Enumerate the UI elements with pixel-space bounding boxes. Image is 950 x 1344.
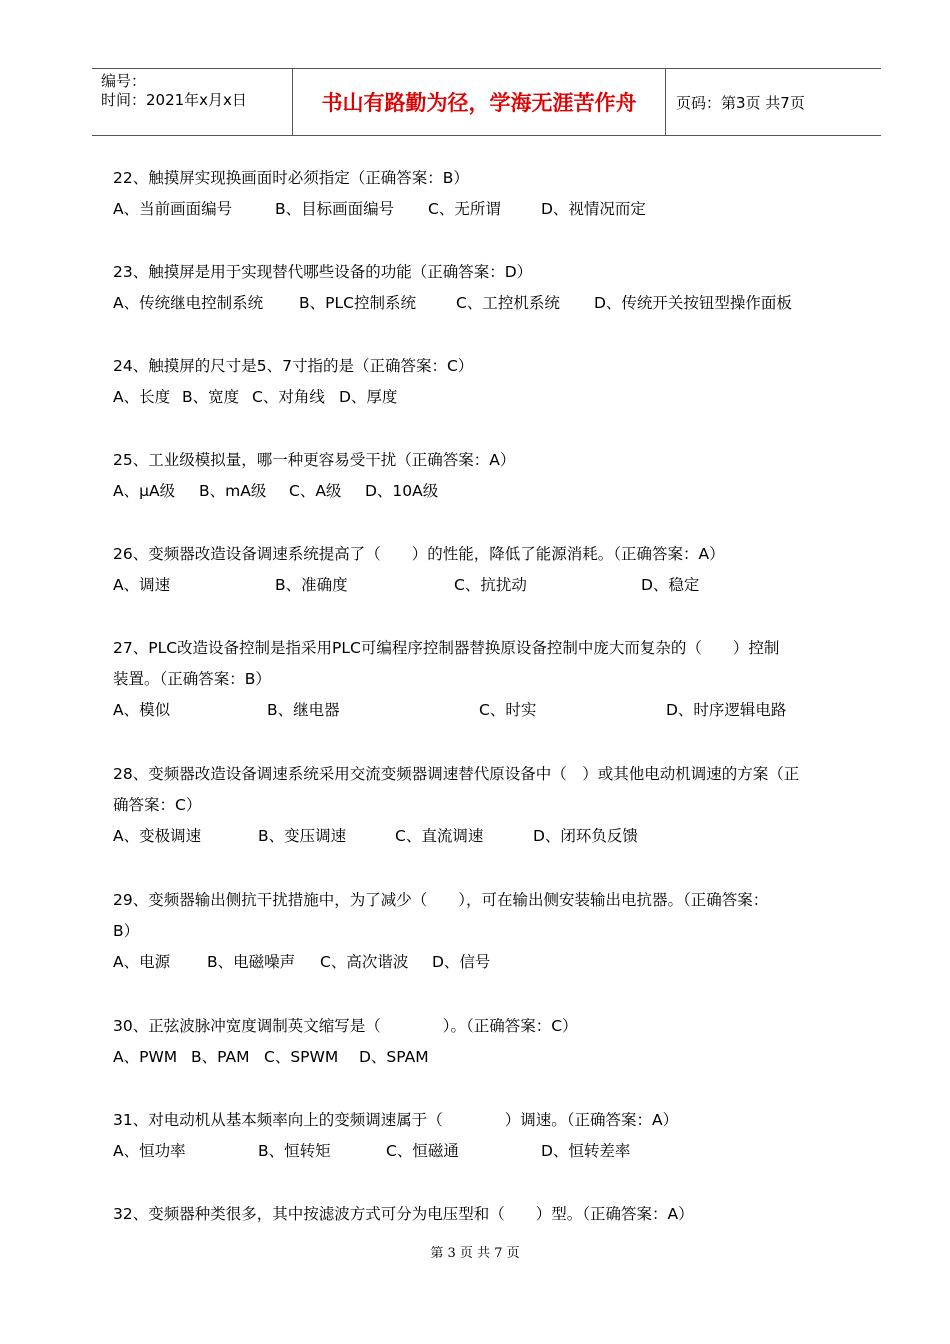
option-a: A、恒功率 [113, 1142, 186, 1160]
question-text: 22、触摸屏实现换画面时必须指定（正确答案：B） [113, 169, 469, 187]
option-c: C、高次谐波 [320, 953, 409, 971]
question-text: 26、变频器改造设备调速系统提高了（ ）的性能，降低了能源消耗。（正确答案：A） [113, 545, 725, 563]
option-b: B、恒转矩 [258, 1142, 331, 1160]
question-32 [113, 1199, 858, 1230]
page-info: 页码：第3页 共7页 [676, 94, 805, 112]
question-31 [113, 1105, 858, 1167]
option-b: B、目标画面编号 [275, 200, 395, 218]
question-27 [113, 633, 858, 726]
question-text-continued: B） [113, 922, 140, 940]
header-divider-2 [665, 68, 666, 136]
option-b: B、继电器 [267, 701, 340, 719]
question-text: 25、工业级模拟量，哪一种更容易受干扰（正确答案：A） [113, 451, 516, 469]
option-list [113, 194, 858, 225]
option-d: D、时序逻辑电路 [666, 701, 787, 719]
option-c: C、A级 [289, 482, 342, 500]
header-top-rule [92, 68, 881, 69]
question-26 [113, 539, 858, 601]
option-b: B、准确度 [275, 576, 348, 594]
option-d: D、视情况而定 [541, 200, 646, 218]
option-d: D、10A级 [365, 482, 439, 500]
question-text: 24、触摸屏的尺寸是5、7寸指的是（正确答案：C） [113, 357, 474, 375]
option-d: D、信号 [432, 953, 491, 971]
option-a: A、模似 [113, 701, 171, 719]
option-a: A、变极调速 [113, 827, 202, 845]
option-list [113, 288, 858, 319]
option-b: B、PLC控制系统 [299, 294, 416, 312]
option-list [113, 947, 858, 978]
question-text: 29、变频器输出侧抗干扰措施中，为了减少（ ），可在输出侧安装输出电抗器。（正确答案： [113, 891, 769, 909]
document-number-label: 编号： [101, 72, 147, 90]
option-c: C、恒磁通 [386, 1142, 459, 1160]
question-text: 32、变频器种类很多，其中按滤波方式可分为电压型和（ ）型。（正确答案：A） [113, 1205, 694, 1223]
document-time-label: 时间：2021年x月x日 [101, 91, 247, 109]
option-list [113, 1136, 858, 1167]
option-c: C、直流调速 [395, 827, 484, 845]
question-30 [113, 1011, 858, 1073]
option-c: C、工控机系统 [456, 294, 560, 312]
question-text-continued: 确答案：C） [113, 796, 202, 814]
option-b: B、变压调速 [258, 827, 347, 845]
option-d: D、传统开关按钮型操作面板 [594, 294, 792, 312]
option-c: C、无所谓 [428, 200, 501, 218]
option-list [113, 1042, 858, 1073]
option-b: B、PAM [191, 1048, 250, 1066]
option-c: C、时实 [479, 701, 537, 719]
option-c: C、对角线 [252, 388, 325, 406]
option-list [113, 821, 858, 852]
option-list [113, 476, 858, 507]
option-list [113, 382, 858, 413]
option-b: B、宽度 [182, 388, 240, 406]
option-c: C、抗扰动 [454, 576, 527, 594]
option-d: D、恒转差率 [541, 1142, 631, 1160]
option-b: B、mA级 [199, 482, 267, 500]
page-footer: 第 3 页 共 7 页 [430, 1246, 520, 1261]
question-text: 31、对电动机从基本频率向上的变频调速属于（ ）调速。（正确答案：A） [113, 1111, 679, 1129]
question-text: 28、变频器改造设备调速系统采用交流变频器调速替代原设备中（ ）或其他电动机调速的方案（正 [113, 765, 800, 783]
question-text-continued: 装置。（正确答案：B） [113, 670, 271, 688]
option-a: A、长度 [113, 388, 171, 406]
option-list [113, 570, 858, 601]
option-list [113, 695, 858, 726]
question-29 [113, 885, 858, 978]
question-25 [113, 445, 858, 507]
header-bottom-rule [92, 135, 881, 136]
question-text: 27、PLC改造设备控制是指采用PLC可编程序控制器替换原设备控制中庞大而复杂的（ ）控制 [113, 639, 780, 657]
option-a: A、μA级 [113, 482, 176, 500]
question-23 [113, 257, 858, 319]
question-text: 30、正弦波脉冲宽度调制英文缩写是（ ）。（正确答案：C） [113, 1017, 578, 1035]
option-a: A、传统继电控制系统 [113, 294, 264, 312]
option-d: D、厚度 [339, 388, 398, 406]
option-d: D、闭环负反馈 [533, 827, 638, 845]
question-28 [113, 759, 858, 852]
option-d: D、SPAM [359, 1048, 429, 1066]
option-c: C、SPWM [264, 1048, 339, 1066]
option-a: A、PWM [113, 1048, 178, 1066]
option-a: A、电源 [113, 953, 171, 971]
question-24 [113, 351, 858, 413]
header-motto: 书山有路勤为径，学海无涯苦作舟 [321, 91, 637, 115]
option-a: A、当前画面编号 [113, 200, 233, 218]
option-b: B、电磁噪声 [207, 953, 296, 971]
question-text: 23、触摸屏是用于实现替代哪些设备的功能（正确答案：D） [113, 263, 533, 281]
option-a: A、调速 [113, 576, 171, 594]
question-22 [113, 163, 858, 225]
option-d: D、稳定 [641, 576, 700, 594]
